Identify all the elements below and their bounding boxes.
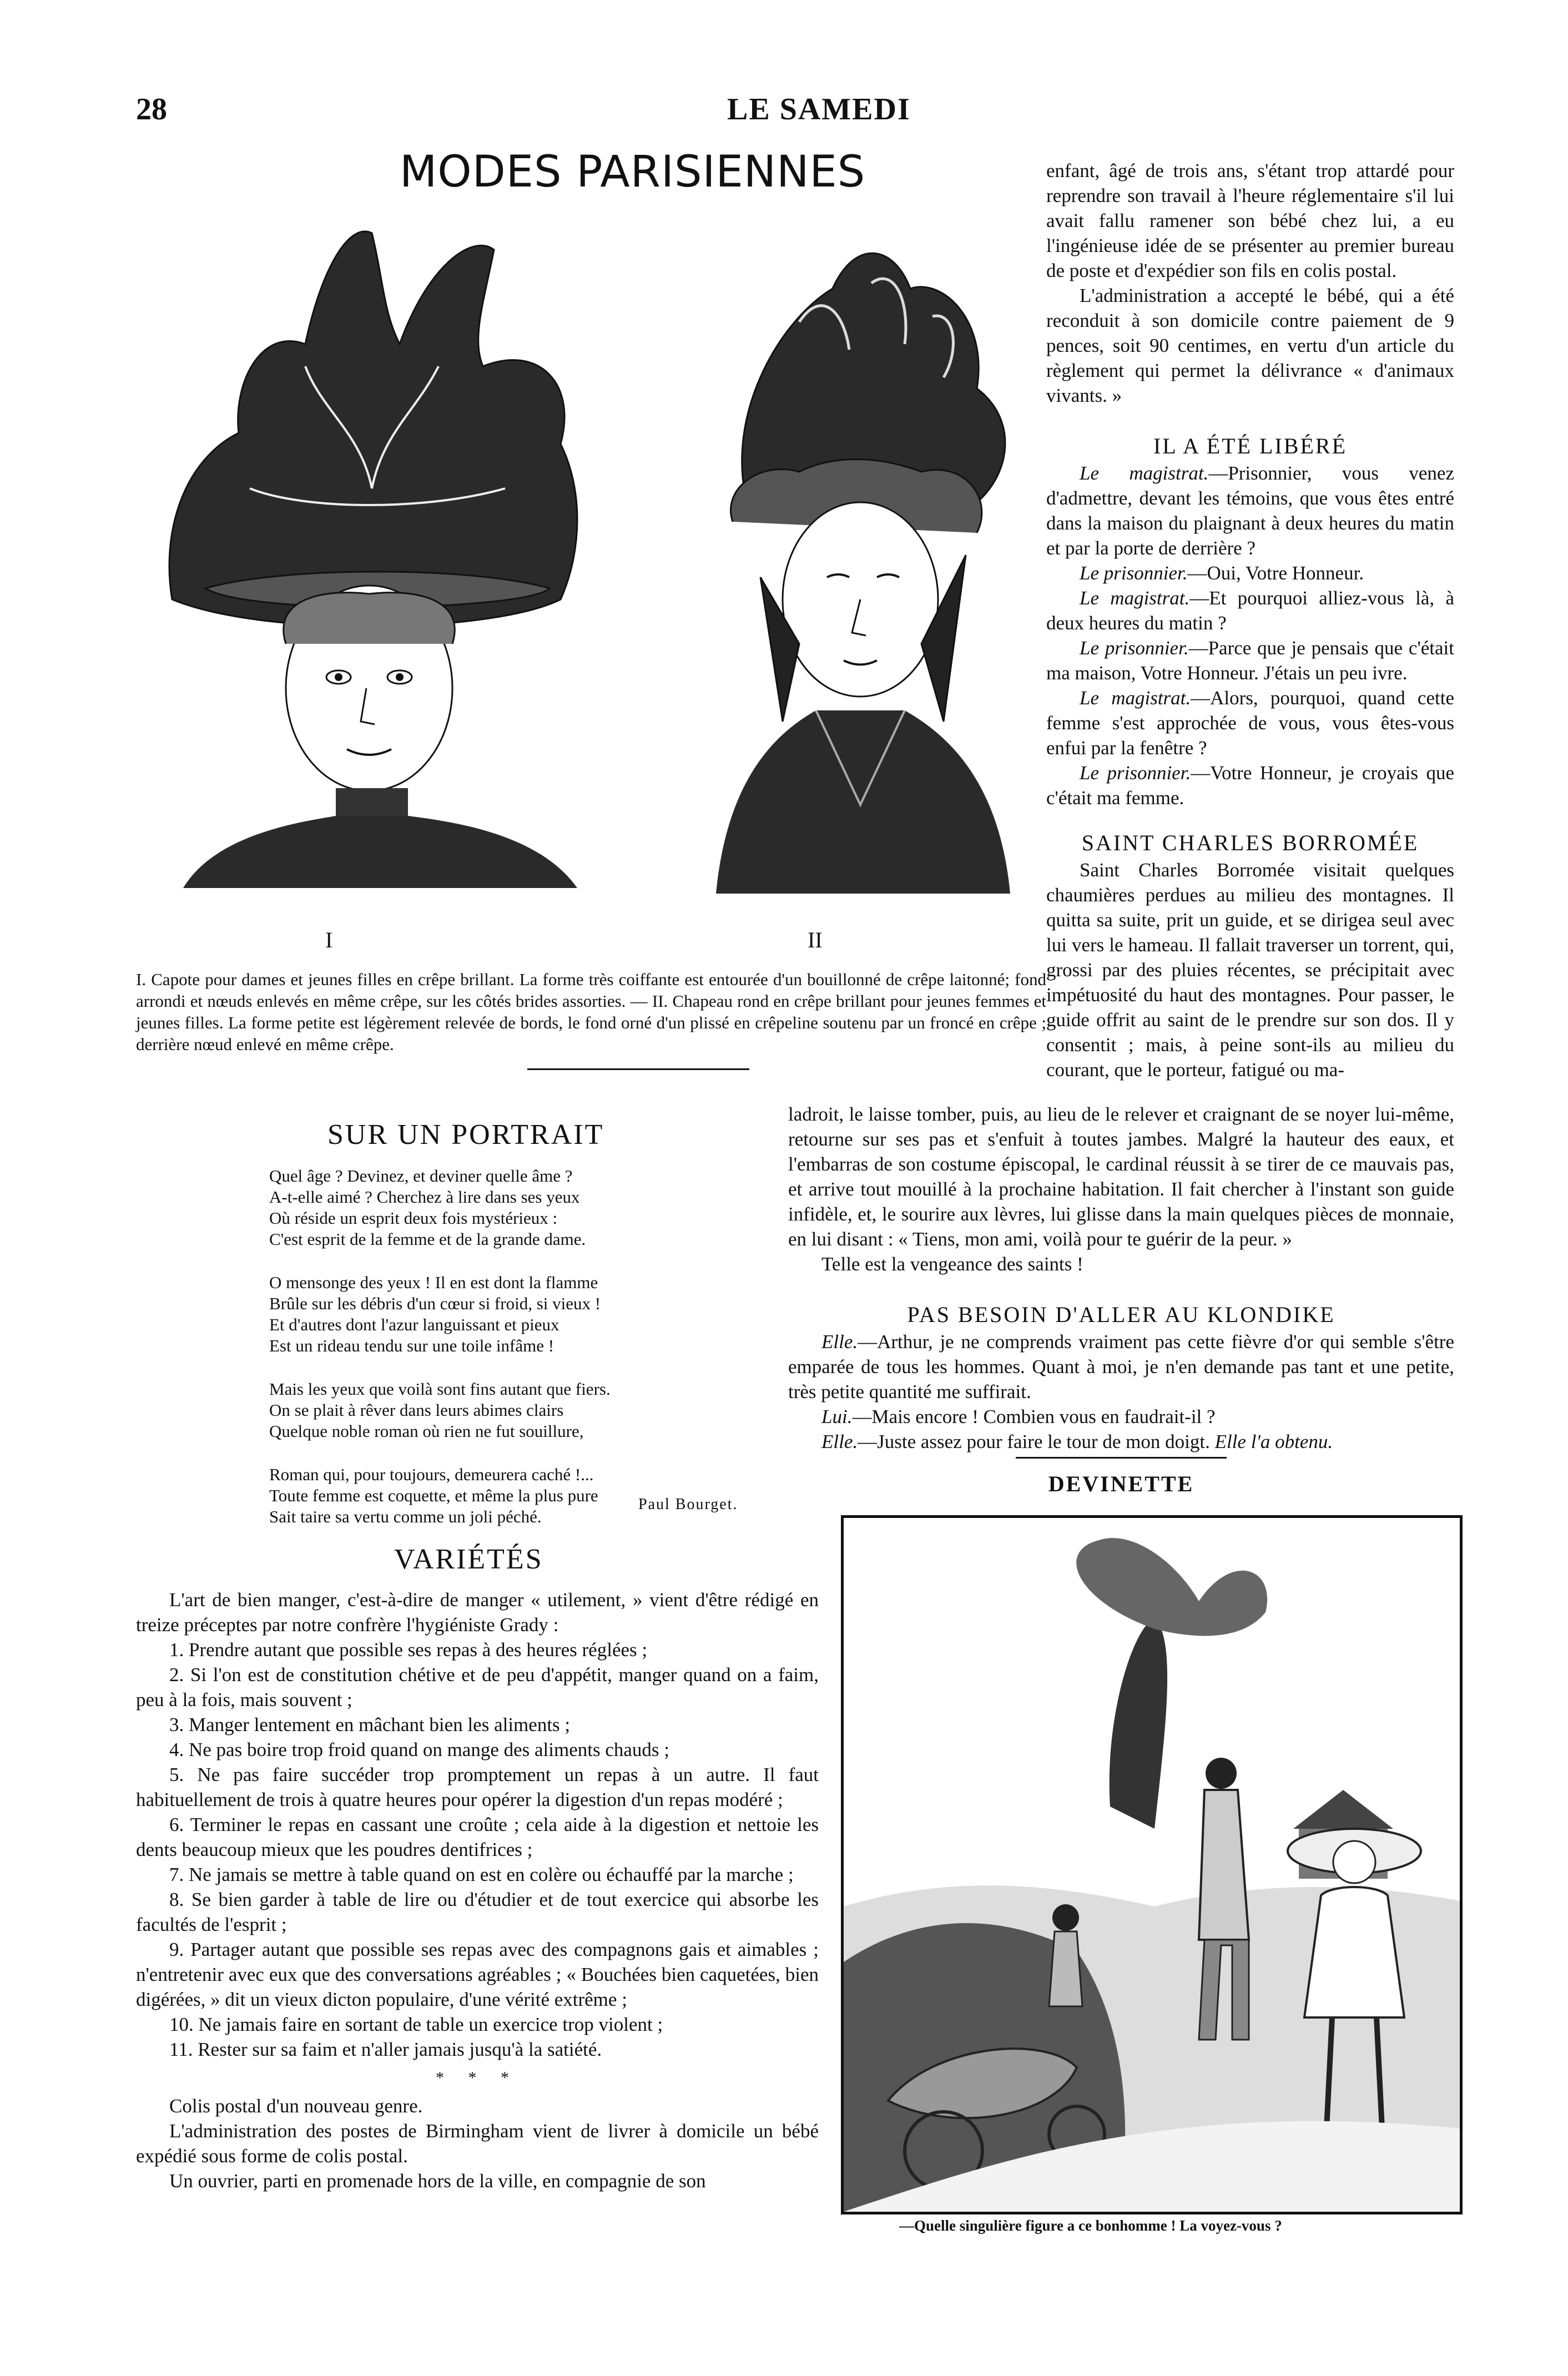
borromee-body-right [1046, 857, 1454, 1082]
journal-title: LE SAMEDI [727, 92, 911, 127]
dialogue-line: Le prisonnier.—Votre Honneur, je croyais que c'était ma femme. [1046, 762, 1454, 809]
section-stars: * * * [436, 2069, 519, 2087]
poem-line: Roman qui, pour toujours, demeurera caché !... [269, 1465, 594, 1484]
poem-line: Toute femme est coquette, et même la plus pure [269, 1486, 598, 1505]
section-title-klondike: PAS BESOIN D'ALLER AU KLONDIKE [907, 1302, 1335, 1327]
poem-line: A-t-elle aimé ? Cherchez à lire dans ses yeux [269, 1187, 580, 1207]
borromee-body-wide [788, 1102, 1454, 1277]
poem-line: On se plait à rêver dans leurs abimes clairs [269, 1400, 564, 1420]
borromee-closing: Telle est la vengeance des saints ! [821, 1253, 1083, 1275]
section-title-varietes: VARIÉTÉS [394, 1543, 543, 1575]
fashion-caption: I. Capote pour dames et jeunes filles en crêpe brillant. La forme très coiffante est entourée d'un bouillonné de crêpe laitonné; fond arrondi et nœuds enlevés en même crêpe, sur les côtés brides assorties. — II. Chapeau rond en crêpe brillant pour jeunes femmes et jeunes filles. La forme petite est légèrement relevée de bords, le fond orné d'un plissé en crêpeline soutenu par un froncé en crêpe ; derrière nœud enlevé en même crêpe. [136, 970, 1046, 1054]
klondike-body [788, 1329, 1454, 1454]
precept-item: 7. Ne jamais se mettre à table quand on est en colère ou échauffé par la marche ; [169, 1864, 794, 1885]
poem-line: O mensonge des yeux ! Il en est dont la flamme [269, 1273, 598, 1292]
poem-line: Quelque noble roman où rien ne fut souillure, [269, 1421, 584, 1441]
poem-line: Mais les yeux que voilà sont fins autant que fiers. [269, 1379, 611, 1399]
colis-title: Colis postal d'un nouveau genre. [169, 2095, 423, 2117]
speaker: Le magistrat. [1080, 587, 1190, 609]
dialogue-line: Le magistrat.—Et pourquoi alliez-vous là, à deux heures du matin ? [1046, 587, 1454, 634]
precept-item: 3. Manger lentement en mâchant bien les aliments ; [169, 1714, 571, 1736]
precept-item: 2. Si l'on est de constitution chétive et de peu d'appétit, manger quand on a faim, peu à la fois, mais souvent ; [136, 1664, 819, 1711]
varietes-body [136, 1587, 819, 2193]
poem-stanza [269, 1166, 791, 1250]
section-title-poem: SUR UN PORTRAIT [327, 1119, 604, 1151]
fashion-plate-1-illustration [139, 200, 599, 888]
poem-line: Quel âge ? Devinez, et deviner quelle âme ? [269, 1166, 573, 1186]
plate-label-1: I [325, 927, 333, 952]
dialogue-line: Elle.—Arthur, je ne comprends vraiment pas cette fièvre d'or qui semble s'être emparée de tous les hommes. Quant à moi, je n'en demande pas tant et une petite, très petite quantité me suffirait. [788, 1331, 1454, 1403]
poem-stanza [269, 1272, 791, 1356]
fashion-plate-2-illustration [633, 222, 1066, 894]
dialogue-line: Le prisonnier.—Oui, Votre Honneur. [1080, 562, 1364, 584]
section-title-modes: MODES PARISIENNES [400, 147, 866, 197]
libere-body [1046, 461, 1454, 810]
precept-item: 5. Ne pas faire succéder trop promptement un repas à un autre. Il faut habituellement de trois à quatre heures pour opérer la digestion d'un repas modéré ; [136, 1764, 819, 1810]
divider [527, 1068, 749, 1070]
poem-line: Brûle sur les débris d'un cœur si froid, si vieux ! [269, 1294, 601, 1313]
precept-item: 10. Ne jamais faire en sortant de table un exercice trop violent ; [169, 2014, 663, 2035]
section-title-libere: IL A ÉTÉ LIBÉRÉ [1153, 433, 1348, 458]
colis-paragraph: enfant, âgé de trois ans, s'étant trop attardé pour reprendre son travail à l'heure réglementaire s'il lui avait fallu ramener son bébé chez lui, a eu l'ingénieuse idée de se présenter au premier bureau de poste et d'expédier son fils en colis postal. [1046, 160, 1454, 281]
speaker: Le magistrat. [1080, 687, 1191, 709]
poem-author: Paul Bourget. [638, 1496, 738, 1513]
precept-item: 8. Se bien garder à table de lire ou d'étudier et de tout exercice qui absorbe les facultés de l'esprit ; [136, 1889, 819, 1935]
poem-stanza [269, 1379, 791, 1442]
poem-line: Et d'autres dont l'azur languissant et pieux [269, 1315, 559, 1334]
poem-line: C'est esprit de la femme et de la grande dame. [269, 1229, 586, 1249]
poem-line: Est un rideau tendu sur une toile infâme ! [269, 1336, 554, 1355]
dialogue-line: Le magistrat.—Alors, pourquoi, quand cette femme s'est approchée de vous, vous êtes-vous enfui par la fenêtre ? [1046, 687, 1454, 759]
precept-item: 9. Partager autant que possible ses repas avec des compagnons gais et aimables ; n'entretenir avec eux que des conversations agréables ; « Bouchées bien caquetées, bien digérées, » dit un vieux dicton populaire, d'une vérité extrême ; [136, 1939, 819, 2010]
dialogue-line: Le magistrat.—Prisonnier, vous venez d'admettre, devant les témoins, que vous êtes entré dans la maison du plaignant à deux heures du matin et par la porte de derrière ? [1046, 462, 1454, 559]
speaker: Le prisonnier. [1080, 762, 1191, 784]
speaker: Elle. [821, 1431, 858, 1452]
poem-body [269, 1166, 791, 1550]
colis-paragraph: L'administration a accepté le bébé, qui a été reconduit à son domicile contre paiement de 9 pences, soit 90 centimes, en vertu d'un article du règlement qui permet la délivrance « d'animaux vivants. » [1046, 285, 1454, 406]
devinette-caption: —Quelle singulière figure a ce bonhomme ! La voyez-vous ? [899, 2217, 1282, 2234]
poem-line: Où réside un esprit deux fois mystérieux : [269, 1208, 558, 1228]
punchline: Elle l'a obtenu. [1214, 1431, 1333, 1452]
speaker: Le prisonnier. [1080, 562, 1188, 584]
speaker: Le magistrat. [1080, 462, 1209, 484]
colis-paragraph: L'administration des postes de Birmingham vient de livrer à domicile un bébé expédié sous forme de colis postal. [136, 2120, 819, 2167]
poem-line: Sait taire sa vertu comme un joli péché. [269, 1507, 542, 1526]
section-title-borromee: SAINT CHARLES BORROMÉE [1081, 830, 1419, 855]
dialogue-line: Lui.—Mais encore ! Combien vous en faudrait-il ? [821, 1406, 1216, 1427]
precept-item: 6. Terminer le repas en cassant une croûte ; cela aide à la digestion et nettoie les dents beaucoup mieux que les poudres dentifrices ; [136, 1814, 819, 1860]
varietes-intro: L'art de bien manger, c'est-à-dire de manger « utilement, » vient d'être rédigé en treize préceptes par notre confrère l'hygiéniste Grady : [136, 1589, 819, 1636]
precept-item: 4. Ne pas boire trop froid quand on mange des aliments chauds ; [169, 1739, 670, 1760]
dialogue-line: Elle.—Juste assez pour faire le tour de mon doigt. Elle l'a obtenu. [821, 1431, 1333, 1452]
page-number: 28 [136, 92, 167, 127]
borromee-paragraph: ladroit, le laisse tomber, puis, au lieu de le relever et craignant de se noyer lui-même, retourne sur ses pas et s'enfuit à toutes jambes. Malgré la hauteur des eaux, et l'embarras de son costume épiscopal, le cardinal réussit à se tirer de ce mauvais pas, et arrive tout mouillé à la prochaine habitation. Il fait chercher à l'instant son guide infidèle, et, le sourire aux lèvres, lui glisse dans la main quelques pièces de monnaie, en lui disant : « Tiens, mon ami, voilà pour te guérir de la peur. » [788, 1103, 1454, 1250]
colis-paragraph: Un ouvrier, parti en promenade hors de la ville, en compagnie de son [169, 2170, 706, 2192]
speaker: Lui. [821, 1406, 853, 1427]
precept-item: 11. Rester sur sa faim et n'aller jamais jusqu'à la satiété. [169, 2039, 602, 2060]
speaker: Le prisonnier. [1080, 637, 1189, 659]
devinette-illustration [841, 1515, 1463, 2214]
section-title-devinette: DEVINETTE [1048, 1471, 1194, 1496]
precept-item: 1. Prendre autant que possible ses repas à des heures réglées ; [169, 1639, 648, 1661]
borromee-paragraph: Saint Charles Borromée visitait quelques chaumières perdues au milieu des montagnes. Il quitta sa suite, prit un guide, et se dirigea seul avec lui vers le hameau. Il fallait traverser un torrent, qui, grossi par des pluies récentes, se précipitait avec impétuosité du haut des montagnes. Pour passer, le guide offrit au saint de le prendre sur son dos. Il y consentit ; mais, à peine sont-ils au milieu du courant, que le porteur, fatigué ou ma- [1046, 859, 1454, 1081]
dialogue-line: Le prisonnier.—Parce que je pensais que c'était ma maison, Votre Honneur. J'étais un peu ivre. [1046, 637, 1455, 684]
plate-label-2: II [808, 927, 823, 952]
speaker: Elle. [821, 1331, 858, 1353]
divider [1016, 1457, 1227, 1459]
colis-continued [1046, 158, 1454, 408]
